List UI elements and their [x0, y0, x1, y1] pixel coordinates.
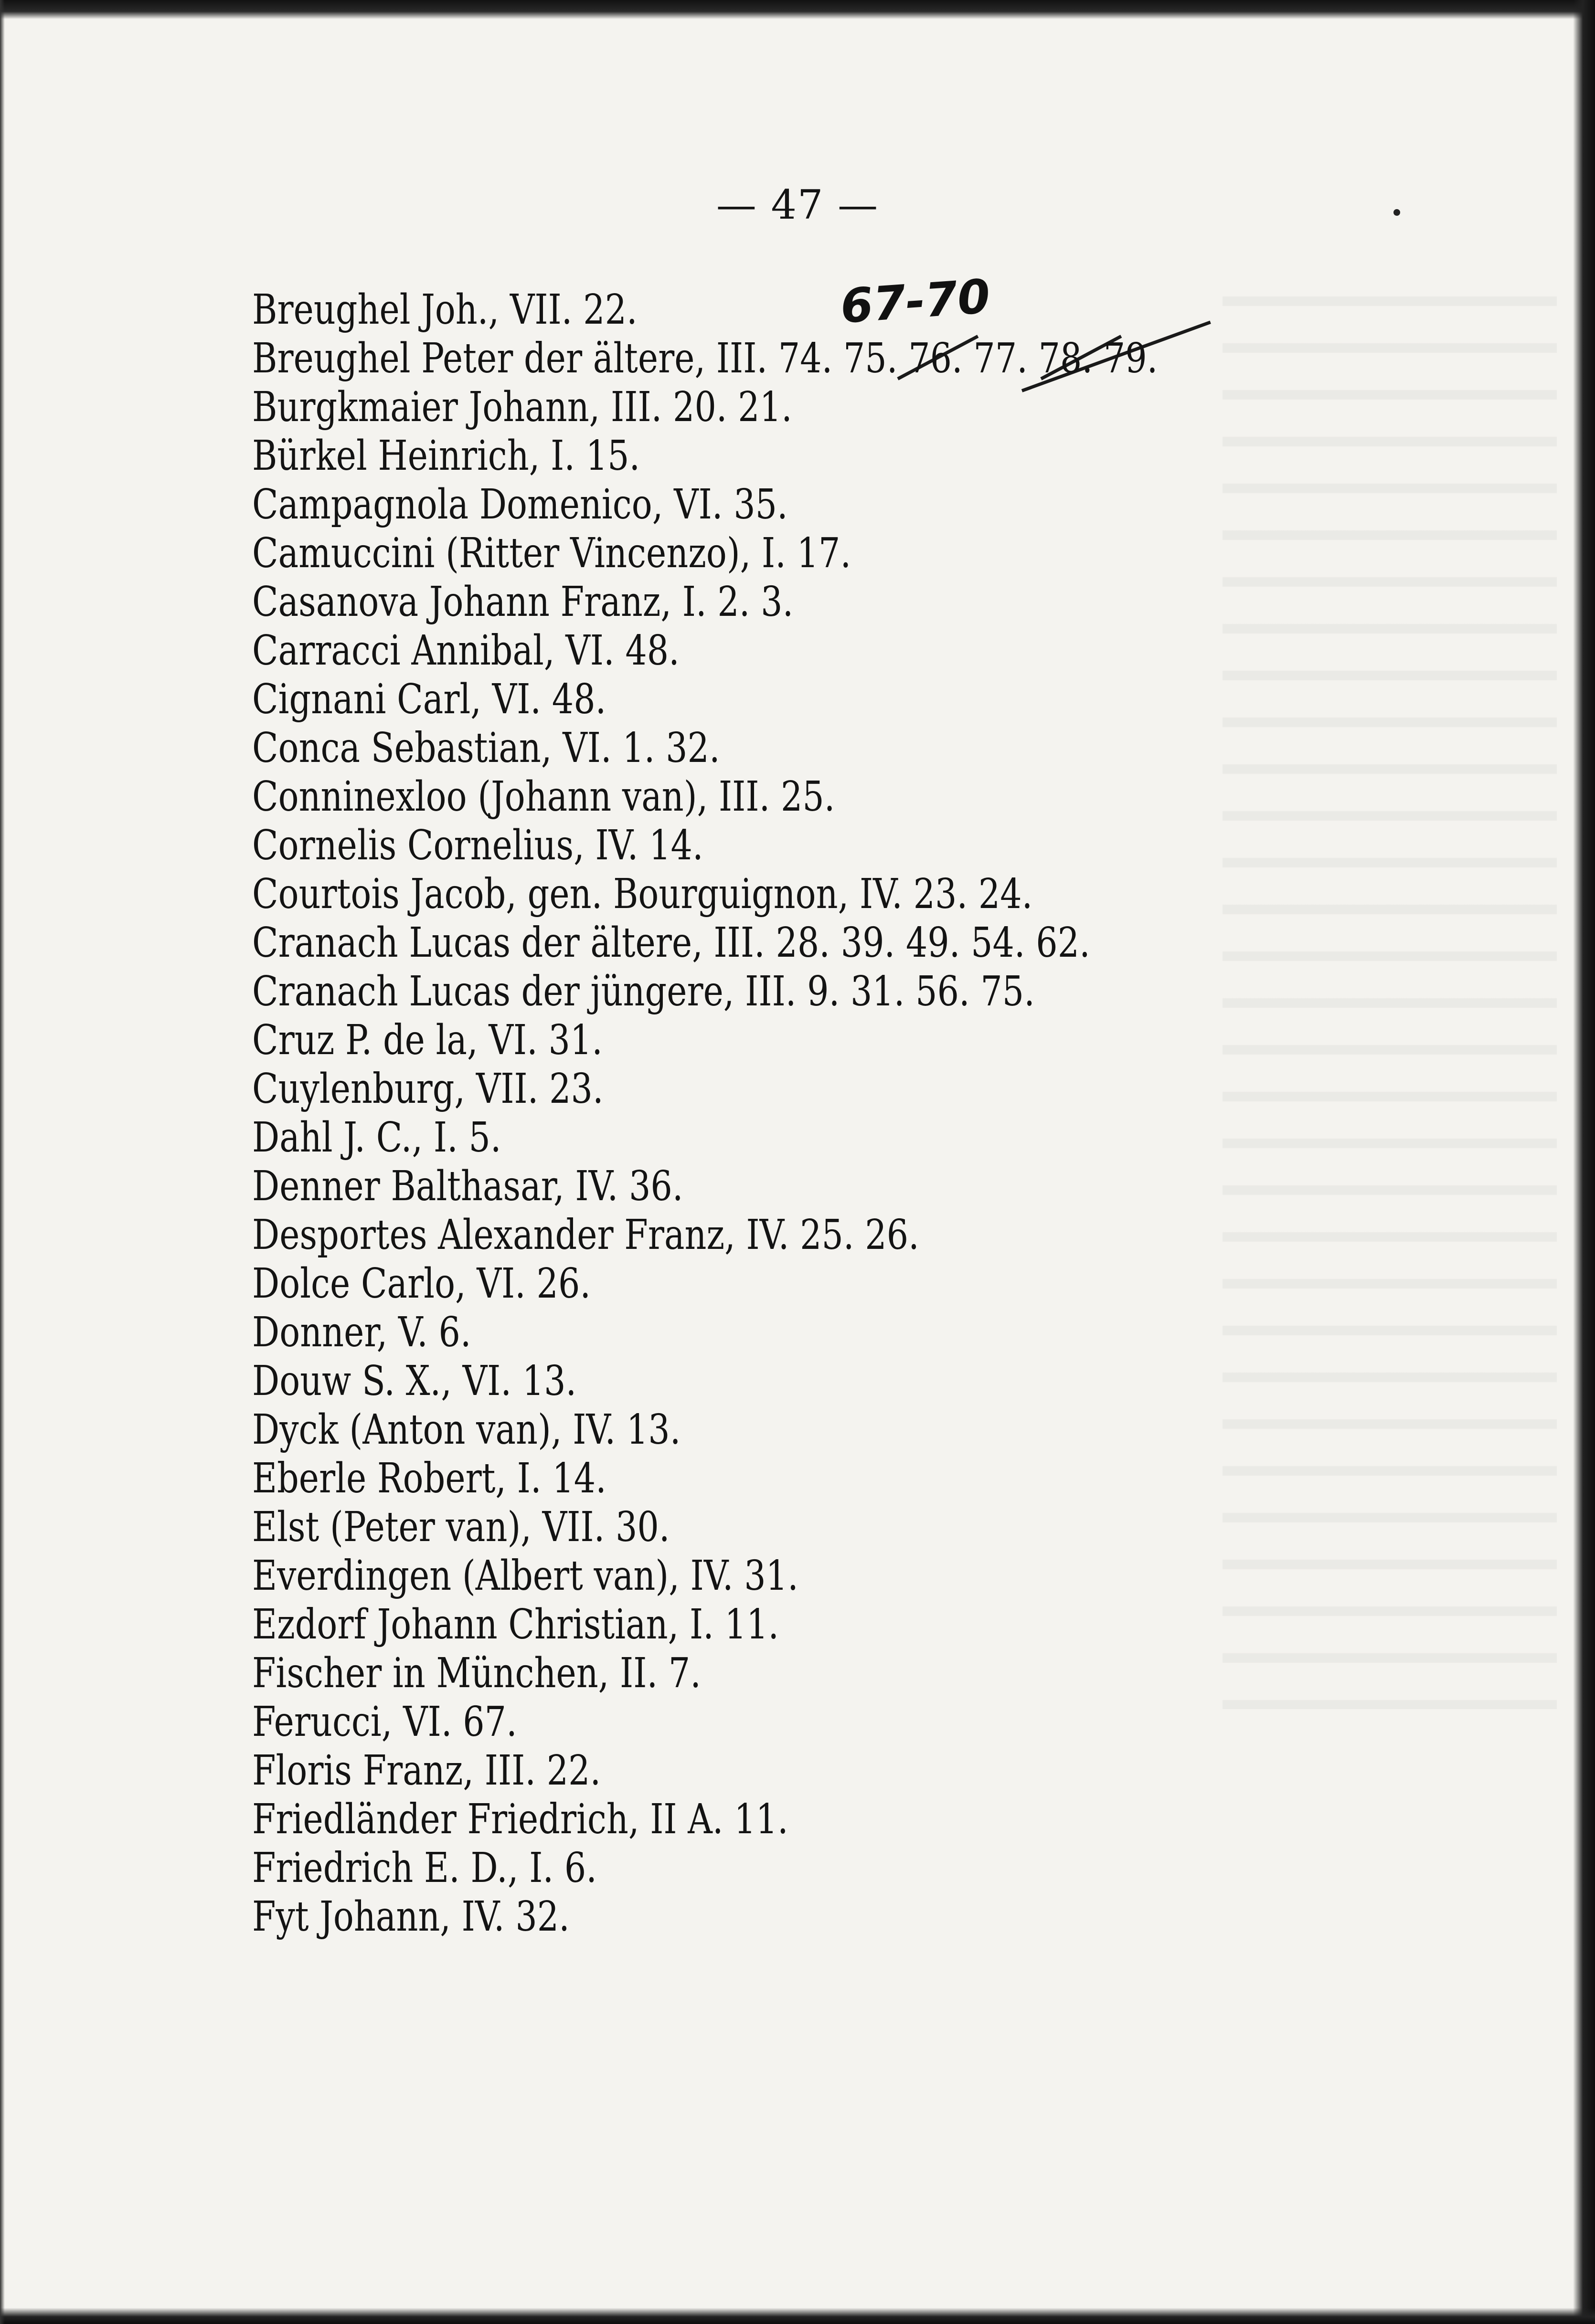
index-entry: Dolce Carlo, VI. 26.: [252, 1260, 591, 1308]
index-entry: Douw S. X., VI. 13.: [252, 1357, 577, 1405]
page-number: — 47 —: [716, 181, 879, 228]
index-entry: Friedländer Friedrich, II A. 11.: [252, 1796, 788, 1843]
index-entry: Dahl J. C., I. 5.: [252, 1114, 501, 1162]
index-entry: Denner Balthasar, IV. 36.: [252, 1162, 683, 1210]
index-entry: Campagnola Domenico, VI. 35.: [252, 481, 788, 528]
index-entry: Ezdorf Johann Christian, I. 11.: [252, 1601, 779, 1648]
index-entry: Cranach Lucas der jüngere, III. 9. 31. 56. 75.: [252, 968, 1035, 1015]
index-entry: Friedrich E. D., I. 6.: [252, 1844, 597, 1892]
index-entry: Breughel Joh., VII. 22.: [252, 286, 638, 334]
index-entries: [252, 285, 1303, 1941]
index-entry: Cuylenburg, VII. 23.: [252, 1065, 604, 1113]
index-entry: Elst (Peter van), VII. 30.: [252, 1503, 670, 1551]
ink-speck: [1393, 209, 1400, 216]
index-entry: Cranach Lucas der ältere, III. 28. 39. 49. 54. 62.: [252, 919, 1090, 967]
index-entry: Courtois Jacob, gen. Bourguignon, IV. 23. 24.: [252, 870, 1033, 918]
index-entry: Casanova Johann Franz, I. 2. 3.: [252, 578, 794, 626]
index-entry: Fyt Johann, IV. 32.: [252, 1893, 570, 1941]
index-entry: Burgkmaier Johann, III. 20. 21.: [252, 383, 792, 431]
index-entry: Cornelis Cornelius, IV. 14.: [252, 822, 703, 869]
index-entry: Cignani Carl, VI. 48.: [252, 676, 606, 723]
index-entry: Camuccini (Ritter Vincenzo), I. 17.: [252, 529, 851, 577]
handwritten-annotation: 67-70: [839, 269, 992, 334]
scan-edge-right: [1573, 0, 1595, 2324]
index-entry: Eberle Robert, I. 14.: [252, 1455, 606, 1502]
index-entry: Conca Sebastian, VI. 1. 32.: [252, 724, 720, 772]
index-entry: Dyck (Anton van), IV. 13.: [252, 1406, 681, 1454]
index-entry: Bürkel Heinrich, I. 15.: [252, 432, 640, 480]
scan-edge-top: [0, 0, 1595, 19]
index-entry: Fischer in München, II. 7.: [252, 1649, 701, 1697]
index-entry: Donner, V. 6.: [252, 1309, 471, 1356]
index-entry: Conninexloo (Johann van), III. 25.: [252, 773, 835, 821]
scan-edge-left: [0, 0, 5, 2324]
index-entry: Everdingen (Albert van), IV. 31.: [252, 1552, 798, 1600]
index-entry: Cruz P. de la, VI. 31.: [252, 1016, 603, 1064]
scan-edge-bottom: [0, 2308, 1595, 2324]
index-entry: Ferucci, VI. 67.: [252, 1698, 517, 1746]
index-entry: Floris Franz, III. 22.: [252, 1747, 601, 1795]
index-entry: Carracci Annibal, VI. 48.: [252, 627, 680, 675]
index-entry: Desportes Alexander Franz, IV. 25. 26.: [252, 1211, 919, 1259]
index-entry: Breughel Peter der ältere, III. 74. 75. 76. 77. 78. 79.: [252, 335, 1158, 382]
